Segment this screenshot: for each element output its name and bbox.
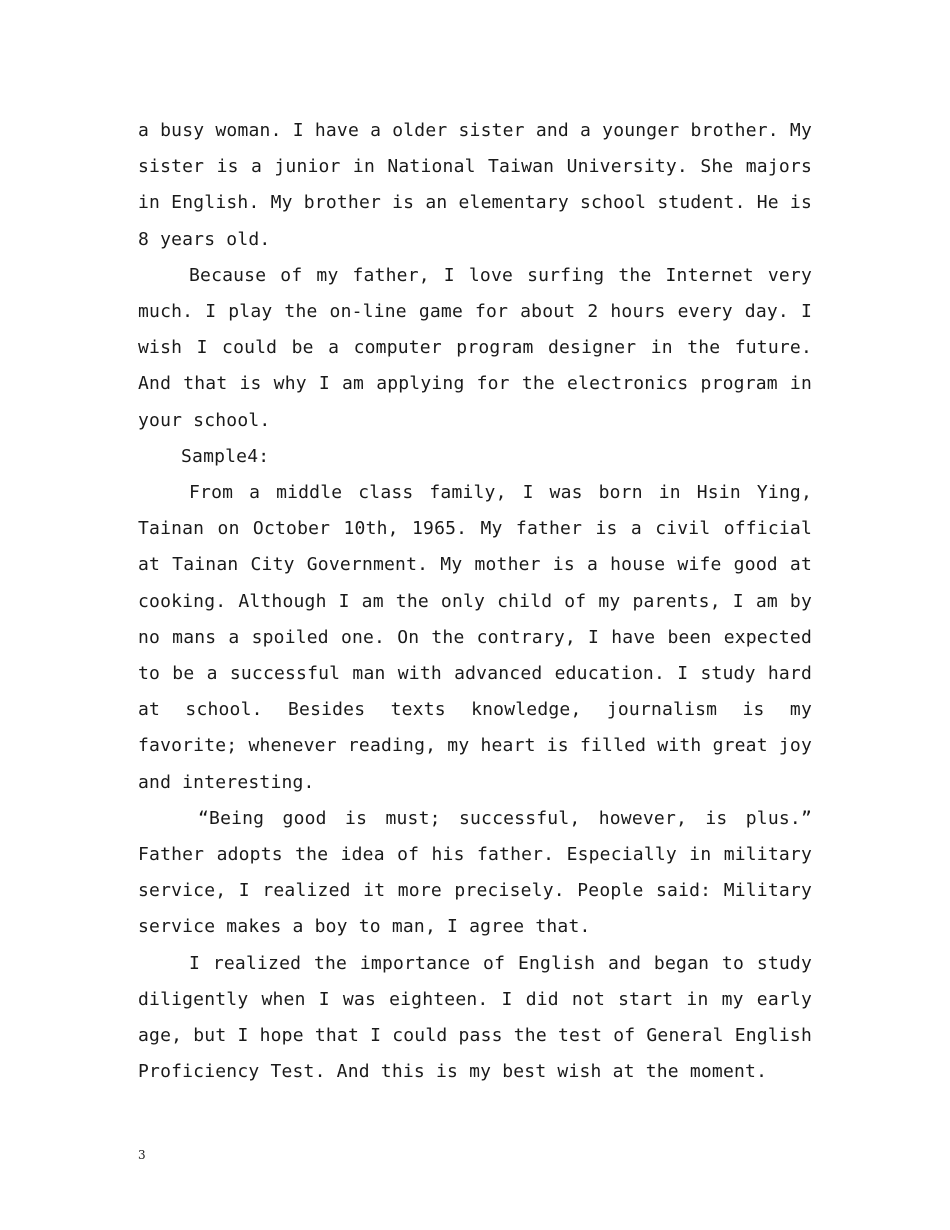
paragraph-english-study: I realized the importance of English and began to study diligently when I was eighteen. I did not start in my early age, but I hope that I could pass the test of General English Proficiency Test. And this is my best wish at the moment. xyxy=(138,952,812,1083)
page-number: 3 xyxy=(138,1148,146,1162)
body-text xyxy=(138,113,812,1090)
paragraph-family-continuation: a busy woman. I have a older sister and a younger brother. My sister is a junior in National Taiwan University. She majors in English. My brother is an elementary school student. He is 8 years old. xyxy=(138,120,812,250)
paragraph-middle-class-family: From a middle class family, I was born in Hsin Ying, Tainan on October 10th, 1965. My father is a civil official at Tainan City Government. My mother is a house wife good at cooking. Although I am the only child of my parents, I am by no mans a spoiled one. On the contrary, I have been expected to be a successful man with advanced education. I study hard at school. Besides texts knowledge, journalism is my favorite; whenever reading, my heart is filled with great joy and interesting. xyxy=(138,482,812,793)
sample-heading: Sample4: xyxy=(181,445,270,467)
paragraph-quote: “Being good is must; successful, however, is plus.” Father adopts the idea of his father. Especially in military service, I realized it more precisely. People said: Military service makes a boy to man, I agree that. xyxy=(138,807,812,938)
paragraph-internet: Because of my father, I love surfing the Internet very much. I play the on-line game for about 2 hours every day. I wish I could be a computer program designer in the future. And that is why I am applying for the electronics program in your school. xyxy=(138,264,812,431)
